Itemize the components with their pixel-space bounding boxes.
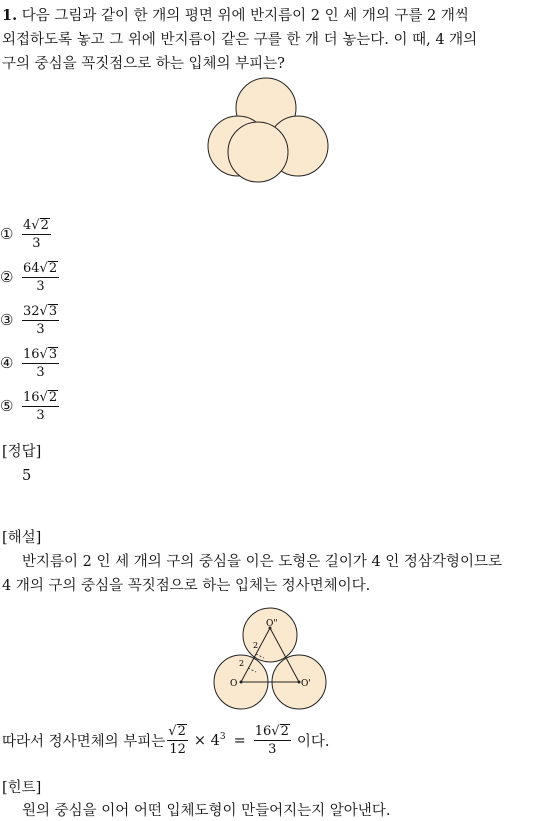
denominator: 3 (36, 278, 45, 294)
formula-fraction-1: $\frac{√2}{12}$ (168, 724, 186, 757)
formula-exponent: 3 (219, 731, 226, 742)
coef: 32 (23, 303, 40, 319)
option-mark: ② (0, 268, 14, 286)
hint-text: 원의 중심을 이어 어떤 입체도형이 만들어지는지 알아낸다. (22, 803, 391, 819)
radicand: 2 (48, 389, 58, 405)
option-2[interactable] (0, 257, 59, 297)
explanation-line-1: 반지름이 2 인 세 개의 구의 중심을 이은 도형은 길이가 4 인 정삼각형이므로 (22, 554, 502, 570)
option-3[interactable] (0, 300, 59, 340)
label-top: O" (266, 619, 278, 629)
spheres-figure (205, 76, 335, 184)
option-1[interactable] (0, 214, 59, 254)
formula-fraction-2: $\frac{16√2}{3}$ (254, 724, 289, 757)
problem-text-1: 다음 그림과 같이 한 개의 평면 위에 반지름이 2 인 세 개의 구를 2 개씩 (21, 8, 469, 24)
coef: 16 (254, 724, 272, 739)
denominator: 12 (169, 742, 186, 757)
explanation-label: [해설] (2, 530, 42, 546)
radicand: 2 (280, 724, 289, 739)
answer-value: 5 (22, 468, 32, 484)
formula-equals: = (233, 732, 246, 749)
option-fraction: $\frac{64√2}{3}$ (23, 260, 58, 294)
coef: 4 (23, 217, 32, 233)
radicand: 2 (40, 217, 49, 233)
option-4[interactable] (0, 343, 59, 383)
option-fraction: $\frac{16√2}{3}$ (23, 389, 58, 423)
denominator: 3 (36, 364, 45, 380)
denominator: 3 (36, 407, 45, 423)
option-mark: ⑤ (0, 397, 14, 415)
denominator: 3 (36, 321, 45, 337)
options-list (0, 214, 59, 426)
option-fraction: $\frac{4√2}{3}$ (23, 217, 49, 251)
formula-line (2, 724, 330, 757)
option-fraction: $\frac{32√3}{3}$ (23, 303, 58, 337)
explanation-line-2: 4 개의 구의 중심을 꼭짓점으로 하는 입체는 정사면체이다. (2, 578, 371, 594)
option-mark: ④ (0, 354, 14, 372)
formula-suffix: 이다. (296, 734, 330, 750)
center-left-dot (240, 681, 243, 684)
answer-label: [정답] (2, 444, 42, 460)
centers-figure (212, 606, 328, 710)
sphere-front (228, 122, 288, 182)
label-radius-2: 2 (239, 659, 245, 668)
option-mark: ③ (0, 311, 14, 329)
radicand: 2 (177, 724, 186, 739)
label-right: O' (301, 679, 311, 689)
formula-times: × 4 (193, 732, 220, 749)
denominator: 3 (32, 235, 41, 251)
option-5[interactable] (0, 386, 59, 426)
problem-line-1 (2, 6, 469, 26)
option-fraction: $\frac{16√3}{3}$ (23, 346, 58, 380)
problem-number: 1. (2, 7, 18, 24)
hint-label: [힌트] (2, 780, 42, 796)
circle-top (243, 608, 297, 662)
radicand: 2 (48, 260, 58, 276)
label-radius-1: 2 (253, 641, 259, 650)
denominator: 3 (268, 742, 277, 757)
formula-prefix: 따라서 정사면체의 부피는 (2, 734, 166, 750)
radicand: 3 (48, 303, 58, 319)
problem-line-3: 구의 중심을 꼭짓점으로 하는 입체의 부피는? (2, 56, 285, 72)
option-mark: ① (0, 225, 14, 243)
coef: 64 (23, 260, 40, 276)
coef: 16 (23, 346, 40, 362)
problem-line-2: 외접하도록 놓고 그 위에 반지름이 같은 구를 한 개 더 놓는다. 이 때, 4 개의 (2, 32, 478, 48)
radicand: 3 (48, 346, 58, 362)
coef: 16 (23, 389, 40, 405)
label-left: O (230, 679, 238, 689)
